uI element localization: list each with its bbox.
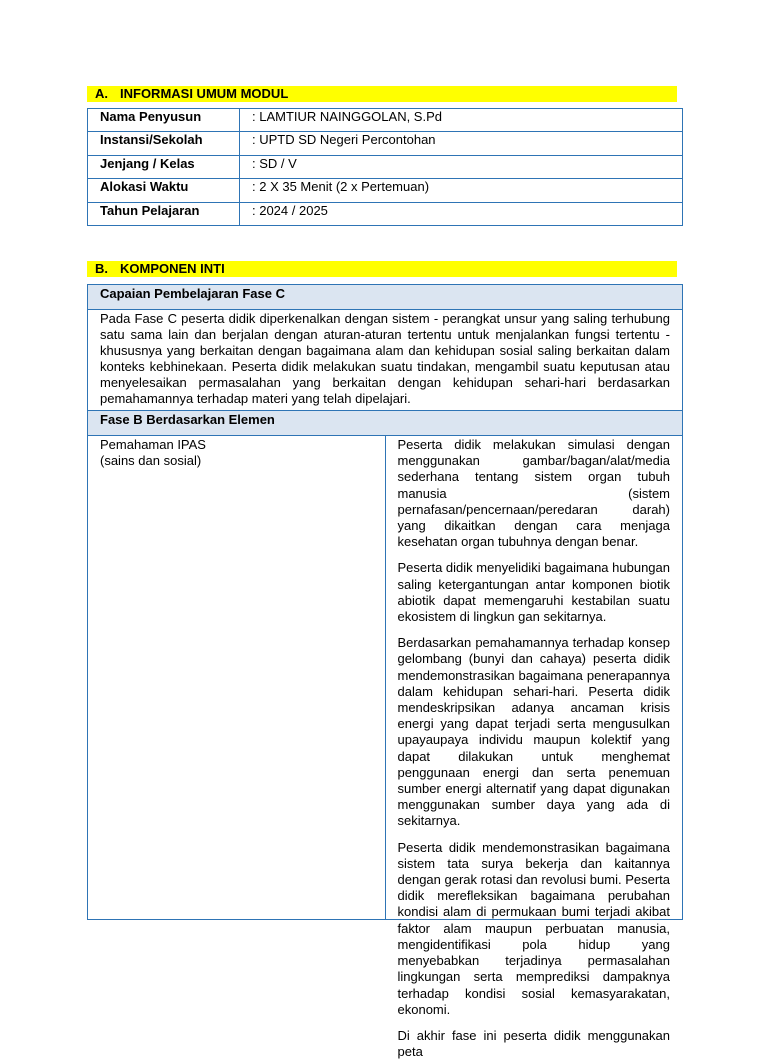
- table-row: [88, 411, 683, 436]
- element-name: Pemahaman IPAS: [100, 437, 206, 452]
- element-paragraph: Peserta didik melakukan simulasi dengan menggunakan gambar/bagan/alat/media sederhana tentang sistem organ tubuh manusia (sistem pernafasan/pencernaan/peredaran darah) yang dikaitkan dengan cara menjaga kesehatan organ tubuhnya dengan benar.: [397, 437, 670, 550]
- general-info-table: [87, 108, 683, 226]
- cp-text: Pada Fase C peserta didik diperkenalkan dengan sistem - perangkat unsur yang saling terhubung satu sama lain dan berjalan dengan aturan-aturan tertentu untuk menjalankan fungsi tertentu - khususnya yang berkaitan dengan bagaimana alam dan kehidupan sosial saling berkaitan dalam konteks kebhinekaan. Peserta didik melakukan suatu tindakan, mengambil suatu keputusan atau menyelesaikan permasalahan yang berkaitan dengan kehidupan sehari-hari berdasarkan pemahamannya terhadap materi yang telah dipelajari.: [88, 310, 683, 411]
- element-name-cell: [88, 436, 386, 920]
- info-label: Nama Penyusun: [88, 109, 240, 132]
- info-label: Jenjang / Kelas: [88, 155, 240, 178]
- section-a-number: A.: [95, 86, 108, 101]
- section-b-number: B.: [95, 261, 108, 276]
- info-value: : LAMTIUR NAINGGOLAN, S.Pd: [240, 109, 683, 132]
- info-value: : SD / V: [240, 155, 683, 178]
- element-paragraph: Di akhir fase ini peserta didik menggunakan peta: [397, 1027, 670, 1060]
- cp-heading: Capaian Pembelajaran Fase C: [88, 285, 683, 310]
- element-paragraph: Peserta didik menyelidiki bagaimana hubungan saling ketergantungan antar komponen biotik abiotik dapat memengaruhi kestabilan suatu ekosistem di lingkun gan sekitarnya.: [397, 560, 670, 625]
- table-row: [88, 155, 683, 178]
- fase-heading: Fase B Berdasarkan Elemen: [88, 411, 683, 436]
- table-row: [88, 179, 683, 202]
- info-value: : 2024 / 2025: [240, 202, 683, 225]
- table-row: [88, 109, 683, 132]
- element-paragraph: Peserta didik mendemonstrasikan bagaimana sistem tata surya bekerja dan kaitannya dengan gerak rotasi dan revolusi bumi. Peserta didik merefleksikan bagaimana perubahan kondisi alam di permukaan bumi terjadi akibat faktor alam maupun perbuatan manusia, mengidentifikasi pola hidup yang menyebabkan terjadinya permasalahan lingkungan serta memprediksi dampaknya terhadap kondisi sosial kemasyarakatan, ekonomi.: [397, 839, 670, 1017]
- info-label: Instansi/Sekolah: [88, 132, 240, 155]
- section-a-title: INFORMASI UMUM MODUL: [120, 86, 289, 101]
- table-row: [88, 132, 683, 155]
- core-component-table: [87, 284, 683, 1060]
- info-label: Alokasi Waktu: [88, 179, 240, 202]
- element-description-cell: [385, 436, 683, 1060]
- table-row: [88, 202, 683, 225]
- info-value: : UPTD SD Negeri Percontohan: [240, 132, 683, 155]
- section-b-title: KOMPONEN INTI: [120, 261, 225, 276]
- table-row: [88, 310, 683, 411]
- info-label: Tahun Pelajaran: [88, 202, 240, 225]
- info-value: : 2 X 35 Menit (2 x Pertemuan): [240, 179, 683, 202]
- table-row: [88, 436, 683, 920]
- element-paragraph: Berdasarkan pemahamannya terhadap konsep gelombang (bunyi dan cahaya) peserta didik mendemonstrasikan bagaimana penerapannya dalam kehidupan sehari-hari. Peserta didik mendeskripsikan adanya ancaman krisis energi yang dapat terjadi serta mengusulkan upayaupaya individu maupun kolektif yang dapat dilakukan untuk menghemat penggunaan energi dan serta penemuan sumber energi alternatif yang dapat digunakan menggunakan sumber daya yang ada di sekitarnya.: [397, 635, 670, 829]
- section-a-heading: [87, 86, 677, 102]
- section-b-heading: [87, 261, 677, 277]
- table-row: [88, 285, 683, 310]
- element-subname: (sains dan sosial): [100, 453, 202, 469]
